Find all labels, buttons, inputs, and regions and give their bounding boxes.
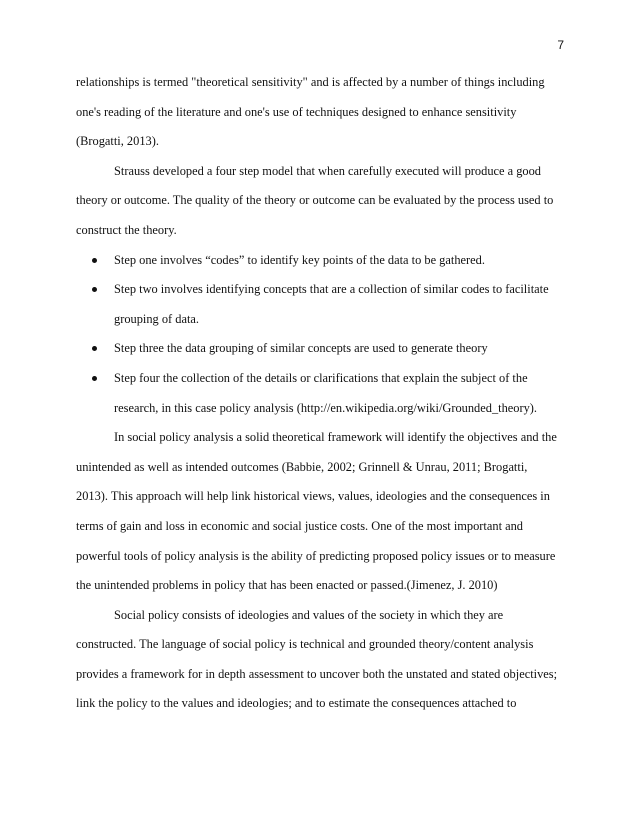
paragraph-line: Strauss developed a four step model that when carefully executed will produce a good <box>114 163 541 178</box>
paragraph-line: In social policy analysis a solid theoretical framework will identify the objectives and the <box>114 430 557 445</box>
list-item <box>76 246 566 276</box>
paragraph-line: Social policy consists of ideologies and values of the society in which they are <box>114 607 504 622</box>
paragraph-line: construct the theory. <box>76 222 177 237</box>
paragraph-line: relationships is termed "theoretical sensitivity" and is affected by a number of things including <box>76 75 545 89</box>
bullet-icon <box>92 346 97 351</box>
list-item-continuation: research, in this case policy analysis (http://en.wikipedia.org/wiki/Grounded_theory). <box>114 400 538 415</box>
paragraph-line: provides a framework for in depth assessment to uncover both the unstated and stated objectives; <box>76 666 558 681</box>
list-item <box>76 334 566 364</box>
paragraph-line: theory or outcome. The quality of the theory or outcome can be evaluated by the process used to <box>76 193 554 208</box>
list-item-text: Step one involves “codes” to identify key points of the data to be gathered. <box>114 252 485 267</box>
list-item-continuation: grouping of data. <box>114 311 199 326</box>
paragraph-line: 2013). This approach will help link historical views, values, ideologies and the consequences in <box>76 489 550 504</box>
document-body <box>76 68 566 719</box>
list-item-text: Step three the data grouping of similar concepts are used to generate theory <box>114 341 488 356</box>
page-number: 7 <box>557 38 564 52</box>
paragraph-line: link the policy to the values and ideologies; and to estimate the consequences attached to <box>76 696 517 711</box>
paragraph-line: constructed. The language of social policy is technical and grounded theory/content analysis <box>76 637 534 652</box>
paragraph-line: powerful tools of policy analysis is the ability of predicting proposed policy issues or to measure <box>76 548 556 563</box>
list-item <box>76 275 566 305</box>
paragraph-line: one's reading of the literature and one's use of techniques designed to enhance sensitivity <box>76 104 517 119</box>
paragraph-line: the unintended problems in policy that has been enacted or passed.(Jimenez, J. 2010) <box>76 578 498 593</box>
list-item-text: Step two involves identifying concepts that are a collection of similar codes to facilitate <box>114 282 549 297</box>
bullet-icon <box>92 258 97 263</box>
list-item <box>76 364 566 394</box>
paragraph-line: terms of gain and loss in economic and social justice costs. One of the most important and <box>76 518 524 533</box>
paragraph-line: unintended as well as intended outcomes (Babbie, 2002; Grinnell & Unrau, 2011; Brogatti, <box>76 459 528 474</box>
bullet-icon <box>92 376 97 381</box>
paragraph-line: (Brogatti, 2013). <box>76 134 159 149</box>
list-item-text: Step four the collection of the details or clarifications that explain the subject of the <box>114 370 528 385</box>
bullet-icon <box>92 287 97 292</box>
